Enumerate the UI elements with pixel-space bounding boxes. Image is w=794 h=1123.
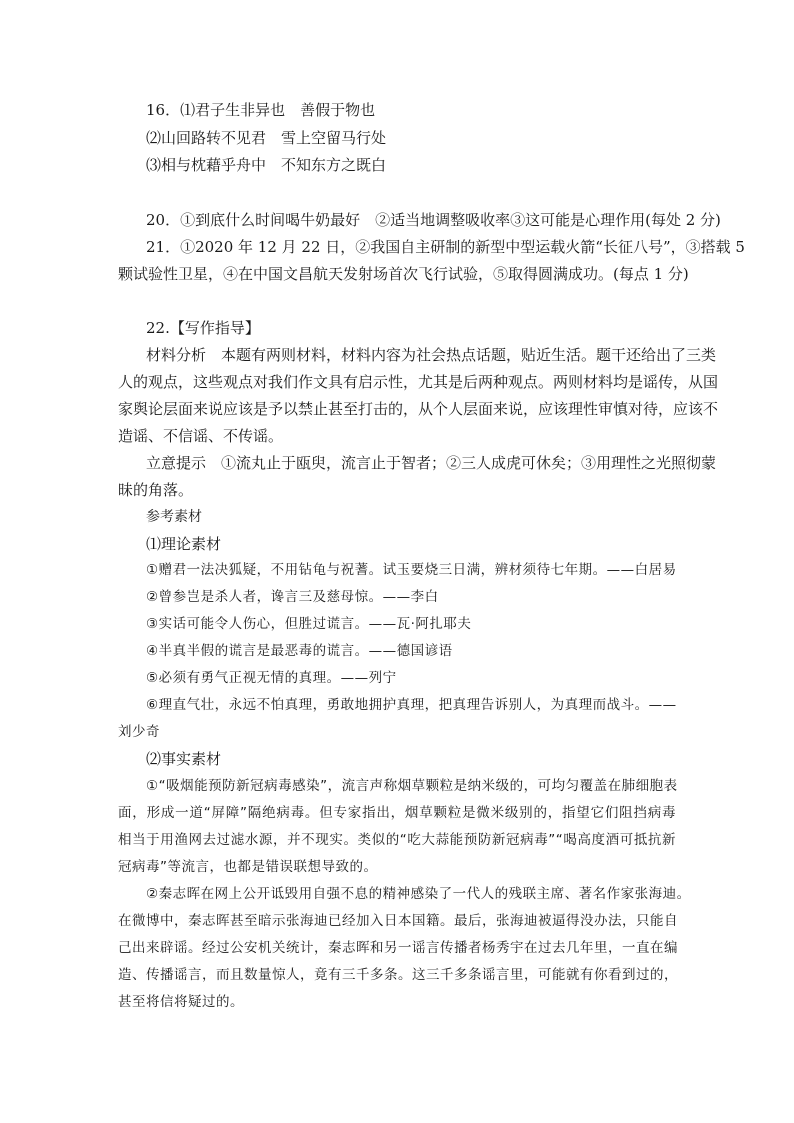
analysis-line-3: 家舆论层面来说应该是予以禁止甚至打击的，从个人层面来说，应该理性审慎对待，应该不 [118,400,719,418]
fact2-line-2: 在微博中，秦志晖甚至暗示张海迪已经加入日本国籍。最后，张海迪被逼得没办法，只能自 [118,913,678,929]
theory-item-6-cont: 刘少奇 [118,724,160,740]
fact2-line-1: ②秦志晖在网上公开诋毁用自强不息的精神感染了一代人的残联主席、著名作家张海迪。 [146,886,691,902]
tips-line-1: 立意提示 ①流丸止于瓯臾，流言止于智者；②三人成虎可休矣；③用理性之光照彻蒙 [146,454,717,472]
q16-line-1: 16．⑴君子生非异也 善假于物也 [146,101,376,119]
theory-title: ⑴理论素材 [146,535,222,553]
fact2-line-4: 造、传播谣言，而且数量惊人，竟有三千多条。这三千多条谣言里，可能就有你看到过的， [118,967,678,983]
fact1-line-1: ①“吸烟能预防新冠病毒感染”，流言声称烟草颗粒是纳米级的，可均匀覆盖在肺细胞表 [146,778,678,794]
theory-item-5: ⑤必须有勇气正视无情的真理。——列宁 [146,670,397,686]
tips-line-2: 昧的角落。 [118,481,194,499]
q20-answer: 20．①到底什么时间喝牛奶最好 ②适当地调整吸收率③这可能是心理作用(每处 2 分) [146,211,721,229]
q16-line-2: ⑵山回路转不见君 雪上空留马行处 [146,129,387,147]
q21-line-1: 21．①2020 年 12 月 22 日，②我国自主研制的新型中型运载火箭“长征八号”，③搭载 5 [146,238,745,256]
fact1-line-2: 面，形成一道“屏障”隔绝病毒。但专家指出，烟草颗粒是微米级别的，指望它们阻挡病毒 [118,805,676,821]
q16-line-3: ⑶相与枕藉乎舟中 不知东方之既白 [146,156,387,174]
theory-item-2: ②曾参岂是杀人者，谗言三及慈母惊。——李白 [146,589,439,605]
fact1-line-3: 相当于用渔网去过滤水源，并不现实。类似的“吃大蒜能预防新冠病毒”“喝高度酒可抵抗新 [118,832,676,848]
theory-item-1: ①赠君一法决狐疑，不用钻龟与祝蓍。试玉要烧三日满，辨材须待七年期。——白居易 [146,562,677,578]
fact1-line-4: 冠病毒”等流言，也都是错误联想导致的。 [118,859,378,875]
theory-item-4: ④半真半假的谎言是最恶毒的谎言。——德国谚语 [146,643,453,659]
fact-title: ⑵事实素材 [146,750,222,768]
q22-heading: 22.【写作指导】 [146,319,260,337]
fact2-line-5: 甚至将信将疑过的。 [118,994,244,1010]
reference-title: 参考素材 [146,509,202,525]
q21-line-2: 颗试验性卫星，④在中国文昌航天发射场首次飞行试验，⑤取得圆满成功。(每点 1 分) [118,265,689,283]
fact2-line-3: 己出来辟谣。经过公安机关统计，秦志晖和另一谣言传播者杨秀宇在过去几年里，一直在编 [118,940,678,956]
analysis-line-1: 材料分析 本题有两则材料，材料内容为社会热点话题，贴近生活。题干还给出了三类 [146,346,717,364]
analysis-line-2: 人的观点，这些观点对我们作文具有启示性，尤其是后两种观点。两则材料均是谣传，从国 [118,373,719,391]
analysis-line-4: 造谣、不信谣、不传谣。 [118,427,284,445]
theory-item-3: ③实话可能令人伤心，但胜过谎言。——瓦·阿扎耶夫 [146,616,472,632]
theory-item-6: ⑥理直气壮，永远不怕真理，勇敢地拥护真理，把真理告诉别人，为真理而战斗。—— [146,697,677,713]
